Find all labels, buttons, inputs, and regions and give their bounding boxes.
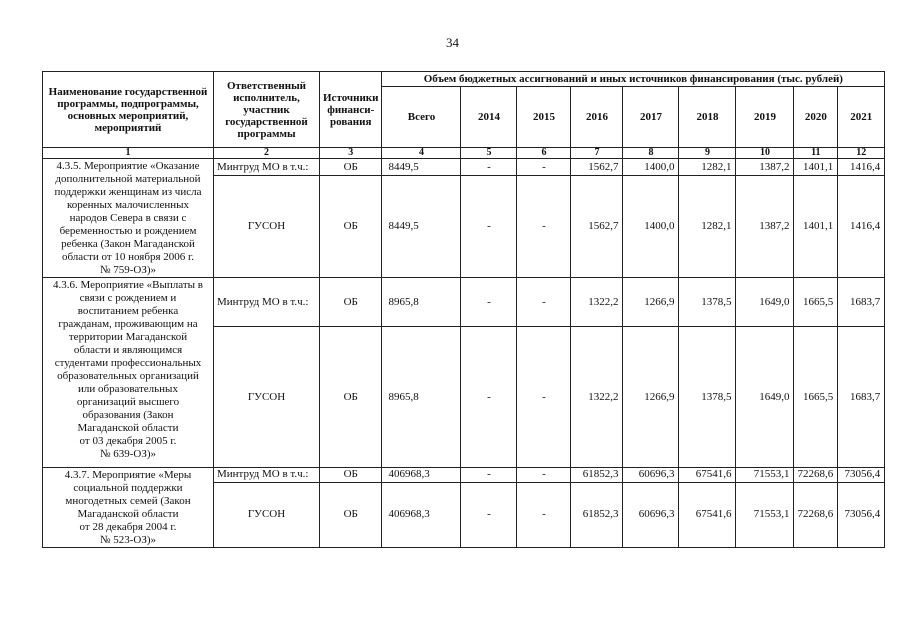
source-cell: ОБ xyxy=(320,327,382,468)
value-cell: 67541,6 xyxy=(679,482,736,547)
value-cell: 1266,9 xyxy=(623,327,679,468)
header-year: 2015 xyxy=(517,87,571,148)
measure-name-line: от 03 декабря 2005 г. xyxy=(79,435,177,447)
table-row xyxy=(43,159,885,176)
value-cell: - xyxy=(517,176,571,278)
total-cell: 406968,3 xyxy=(382,482,461,547)
table-row xyxy=(43,468,885,483)
header-total: Всего xyxy=(382,87,461,148)
value-cell: - xyxy=(461,278,517,327)
value-cell: - xyxy=(517,482,571,547)
column-number: 11 xyxy=(794,148,838,159)
measure-name-line: организаций высшего xyxy=(76,396,180,408)
total-cell: 8449,5 xyxy=(382,176,461,278)
value-cell: 67541,6 xyxy=(679,468,736,483)
value-cell: 1322,2 xyxy=(571,278,623,327)
value-cell: 1665,5 xyxy=(794,327,838,468)
value-cell: 71553,1 xyxy=(736,482,794,547)
total-cell: 406968,3 xyxy=(382,468,461,483)
header-row xyxy=(43,72,885,87)
column-number: 5 xyxy=(461,148,517,159)
header-year: 2019 xyxy=(736,87,794,148)
value-cell: 61852,3 xyxy=(571,482,623,547)
value-cell: 1282,1 xyxy=(679,176,736,278)
value-cell: 1665,5 xyxy=(794,278,838,327)
executor-cell: ГУСОН xyxy=(214,482,320,547)
source-cell: ОБ xyxy=(320,278,382,327)
column-number: 7 xyxy=(571,148,623,159)
value-cell: 71553,1 xyxy=(736,468,794,483)
total-cell: 8965,8 xyxy=(382,327,461,468)
measure-name-line: многодетных семей (Закон xyxy=(65,495,191,507)
header-year: 2018 xyxy=(679,87,736,148)
column-number: 1 xyxy=(43,148,214,159)
value-cell: - xyxy=(517,278,571,327)
value-cell: 1266,9 xyxy=(623,278,679,327)
value-cell: 72268,6 xyxy=(794,482,838,547)
total-cell: 8449,5 xyxy=(382,159,461,176)
measure-name-line: 4.3.6. Мероприятие «Выплаты в xyxy=(52,279,204,291)
column-number: 2 xyxy=(214,148,320,159)
value-cell: - xyxy=(517,327,571,468)
value-cell: 1683,7 xyxy=(838,278,885,327)
measure-name-line: ребенка (Закон Магаданской xyxy=(61,238,195,250)
value-cell: - xyxy=(461,159,517,176)
value-cell: 1562,7 xyxy=(571,176,623,278)
value-cell: - xyxy=(461,482,517,547)
value-cell: - xyxy=(461,327,517,468)
column-number: 8 xyxy=(623,148,679,159)
measure-name-line: № 759-ОЗ)» xyxy=(99,264,157,276)
measure-name-line: области и являющимся xyxy=(73,344,183,356)
measure-name-line: дополнительной материальной xyxy=(55,173,201,185)
header-name: Наименование государственной программы, подпрограммы, основных мероприятий, мероприятий xyxy=(43,72,214,148)
header-year: 2017 xyxy=(623,87,679,148)
measure-name-line: Магаданской области xyxy=(77,422,179,434)
value-cell: 60696,3 xyxy=(623,482,679,547)
measure-name-line: от 28 декабря 2004 г. xyxy=(79,521,177,533)
executor-cell: Минтруд МО в т.ч.: xyxy=(214,159,320,176)
value-cell: - xyxy=(517,468,571,483)
measure-name-line: области от 10 ноября 2006 г. xyxy=(61,251,195,263)
measure-name xyxy=(43,278,214,468)
value-cell: 72268,6 xyxy=(794,468,838,483)
measure-name-line: народов Севера в связи с xyxy=(69,212,187,224)
value-cell: 1401,1 xyxy=(794,176,838,278)
measure-name-line: образования (Закон xyxy=(82,409,174,421)
header-budget-group: Объем бюджетных ассигнований и иных источников финансирования (тыс. рублей) xyxy=(382,72,885,87)
value-cell: 73056,4 xyxy=(838,482,885,547)
source-cell: ОБ xyxy=(320,176,382,278)
measure-name-line: беременностью и рождением xyxy=(59,225,197,237)
executor-cell: ГУСОН xyxy=(214,176,320,278)
header-year: 2014 xyxy=(461,87,517,148)
budget-table xyxy=(42,71,885,548)
value-cell: 1562,7 xyxy=(571,159,623,176)
measure-name-line: поддержки женщинам из числа xyxy=(54,186,202,198)
value-cell: 73056,4 xyxy=(838,468,885,483)
value-cell: 61852,3 xyxy=(571,468,623,483)
total-cell: 8965,8 xyxy=(382,278,461,327)
page-number: 34 xyxy=(446,35,459,50)
measure-name-line: 4.3.7. Мероприятие «Меры xyxy=(64,469,192,481)
value-cell: 1649,0 xyxy=(736,327,794,468)
executor-cell: Минтруд МО в т.ч.: xyxy=(214,278,320,327)
value-cell: 1416,4 xyxy=(838,159,885,176)
value-cell: 60696,3 xyxy=(623,468,679,483)
measure-name-line: № 523-ОЗ)» xyxy=(99,534,157,546)
column-number: 10 xyxy=(736,148,794,159)
column-number: 12 xyxy=(838,148,885,159)
value-cell: 1649,0 xyxy=(736,278,794,327)
measure-name-line: коренных малочисленных xyxy=(67,199,189,211)
value-cell: 1400,0 xyxy=(623,176,679,278)
measure-name-line: образовательных организаций xyxy=(57,370,199,382)
measure-name-line: 4.3.5. Мероприятие «Оказание xyxy=(56,160,200,172)
header-sources: Источники финанси-рования xyxy=(320,72,382,148)
value-cell: 1683,7 xyxy=(838,327,885,468)
value-cell: 1401,1 xyxy=(794,159,838,176)
value-cell: 1387,2 xyxy=(736,176,794,278)
header-executor: Ответственный исполнитель, участник государственной программы xyxy=(214,72,320,148)
column-number-row xyxy=(43,148,885,159)
value-cell: - xyxy=(461,468,517,483)
value-cell: 1378,5 xyxy=(679,327,736,468)
measure-name xyxy=(43,468,214,548)
source-cell: ОБ xyxy=(320,482,382,547)
source-cell: ОБ xyxy=(320,468,382,483)
header-year: 2021 xyxy=(838,87,885,148)
measure-name-line: связи с рождением и xyxy=(79,292,177,304)
measure-name-line: воспитанием ребенка xyxy=(77,305,179,317)
value-cell: 1400,0 xyxy=(623,159,679,176)
measure-name-line: Магаданской области xyxy=(77,508,179,520)
value-cell: 1378,5 xyxy=(679,278,736,327)
measure-name-line: гражданам, проживающим на xyxy=(58,318,198,330)
measure-name-line: студентами профессиональных xyxy=(54,357,202,369)
value-cell: - xyxy=(517,159,571,176)
column-number: 6 xyxy=(517,148,571,159)
column-number: 4 xyxy=(382,148,461,159)
measure-name-line: или образовательных xyxy=(78,383,178,395)
value-cell: 1322,2 xyxy=(571,327,623,468)
column-number: 9 xyxy=(679,148,736,159)
source-cell: ОБ xyxy=(320,159,382,176)
executor-cell: ГУСОН xyxy=(214,327,320,468)
value-cell: 1282,1 xyxy=(679,159,736,176)
value-cell: 1387,2 xyxy=(736,159,794,176)
table-row xyxy=(43,278,885,327)
measure-name-line: социальной поддержки xyxy=(73,482,183,494)
measure-name-line: № 639-ОЗ)» xyxy=(99,448,157,460)
header-year: 2016 xyxy=(571,87,623,148)
executor-cell: Минтруд МО в т.ч.: xyxy=(214,468,320,483)
measure-name xyxy=(43,159,214,278)
value-cell: - xyxy=(461,176,517,278)
column-number: 3 xyxy=(320,148,382,159)
value-cell: 1416,4 xyxy=(838,176,885,278)
header-year: 2020 xyxy=(794,87,838,148)
measure-name-line: территории Магаданской xyxy=(68,331,188,343)
